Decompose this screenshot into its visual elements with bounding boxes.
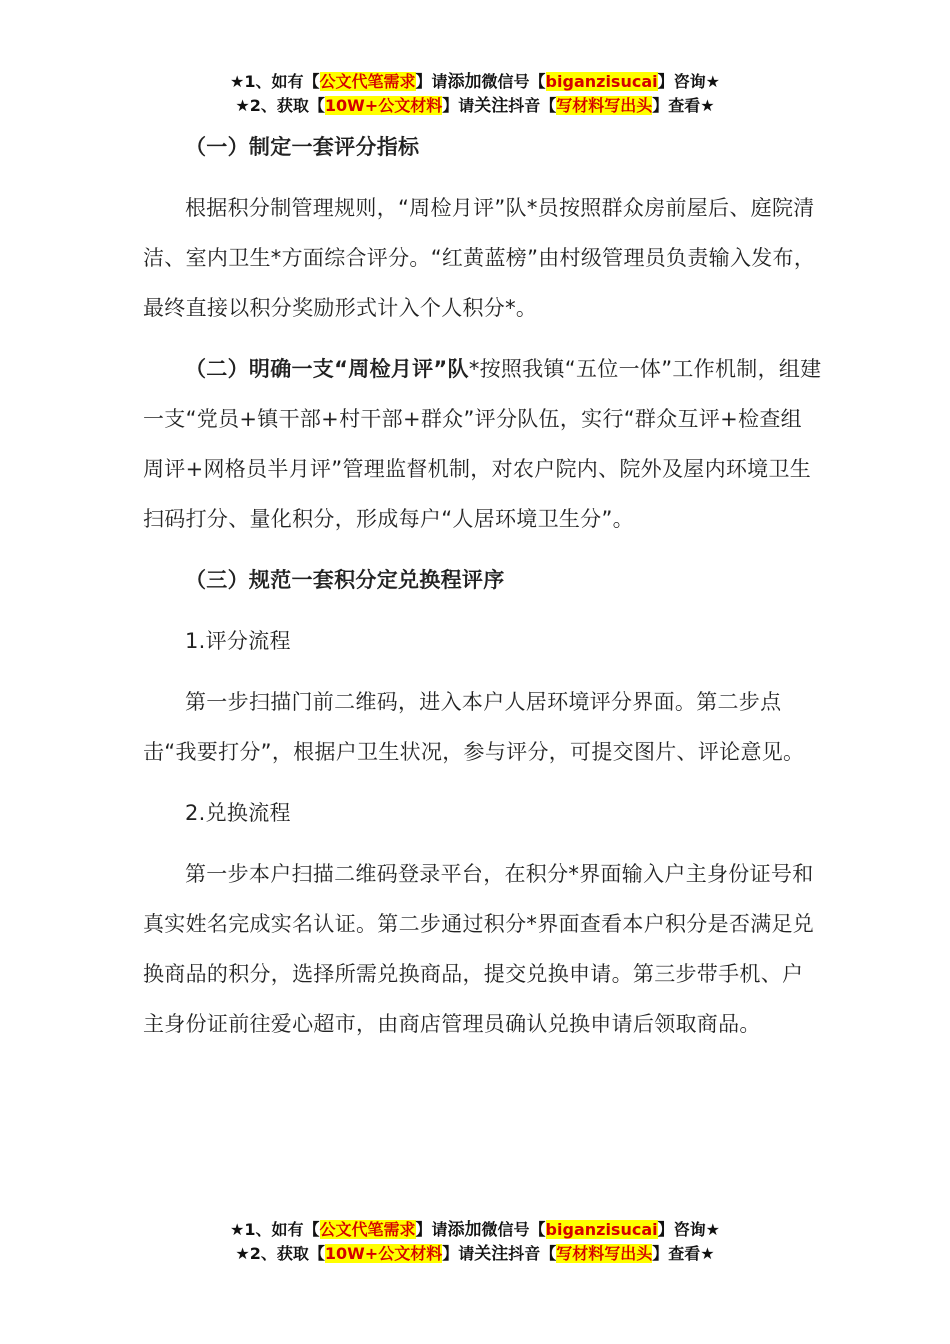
section-heading-3: （三）规范一套积分定兑换程评序 bbox=[185, 568, 505, 592]
banner-line-2: ★2、获取【10W+公文材料】请关注抖音【写材料写出头】查看★ bbox=[235, 96, 715, 116]
subheading-1: 1.评分流程 bbox=[185, 629, 291, 653]
bottom-banner bbox=[0, 1218, 950, 1266]
banner-highlight: biganzisucai bbox=[545, 1220, 658, 1239]
section-heading-1: （一）制定一套评分指标 bbox=[185, 135, 420, 159]
banner-highlight: 10W+公文材料 bbox=[324, 96, 443, 115]
top-banner bbox=[0, 70, 950, 118]
paragraph-2: （二）明确一支“周检月评”队*按照我镇“五位一体”工作机制，组建一支“党员+镇干部+村干部+群众”评分队伍，实行“群众互评+检查组周评+网格员半月评”管理监督机制，对农户院内、院外及屋内环境卫生扫码打分、量化积分，形成每户“人居环境卫生分”。 bbox=[143, 357, 822, 531]
paragraph-3: 第一步扫描门前二维码，进入本户人居环境评分界面。第二步点击“我要打分”，根据户卫生状况，参与评分，可提交图片、评论意见。 bbox=[143, 690, 805, 764]
paragraph-4: 第一步本户扫描二维码登录平台，在积分*界面输入户主身份证号和真实姓名完成实名认证。第二步通过积分*界面查看本户积分是否满足兑换商品的积分，选择所需兑换商品，提交兑换申请。第三步带手机、户主身份证前往爱心超市，由商店管理员确认兑换申请后领取商品。 bbox=[143, 862, 815, 1036]
banner-highlight: biganzisucai bbox=[545, 72, 658, 91]
banner-highlight: 公文代笔需求 bbox=[319, 1220, 416, 1239]
banner-line-2: ★2、获取【10W+公文材料】请关注抖音【写材料写出头】查看★ bbox=[235, 1244, 715, 1264]
banner-highlight: 写材料写出头 bbox=[556, 96, 653, 115]
banner-line-1: ★1、如有【公文代笔需求】请添加微信号【biganzisucai】咨询★ bbox=[230, 72, 720, 92]
document-body bbox=[143, 122, 823, 1049]
paragraph-1: 根据积分制管理规则，“周检月评”队*员按照群众房前屋后、庭院清洁、室内卫生*方面综合评分。“红黄蓝榜”由村级管理员负责输入发布，最终直接以积分奖励形式计入个人积分*。 bbox=[143, 196, 816, 320]
section-heading-2: （二）明确一支“周检月评”队 bbox=[185, 357, 469, 381]
subheading-2: 2.兑换流程 bbox=[185, 801, 291, 825]
banner-highlight: 10W+公文材料 bbox=[324, 1244, 443, 1263]
banner-line-1: ★1、如有【公文代笔需求】请添加微信号【biganzisucai】咨询★ bbox=[230, 1220, 720, 1240]
banner-highlight: 写材料写出头 bbox=[556, 1244, 653, 1263]
banner-highlight: 公文代笔需求 bbox=[319, 72, 416, 91]
